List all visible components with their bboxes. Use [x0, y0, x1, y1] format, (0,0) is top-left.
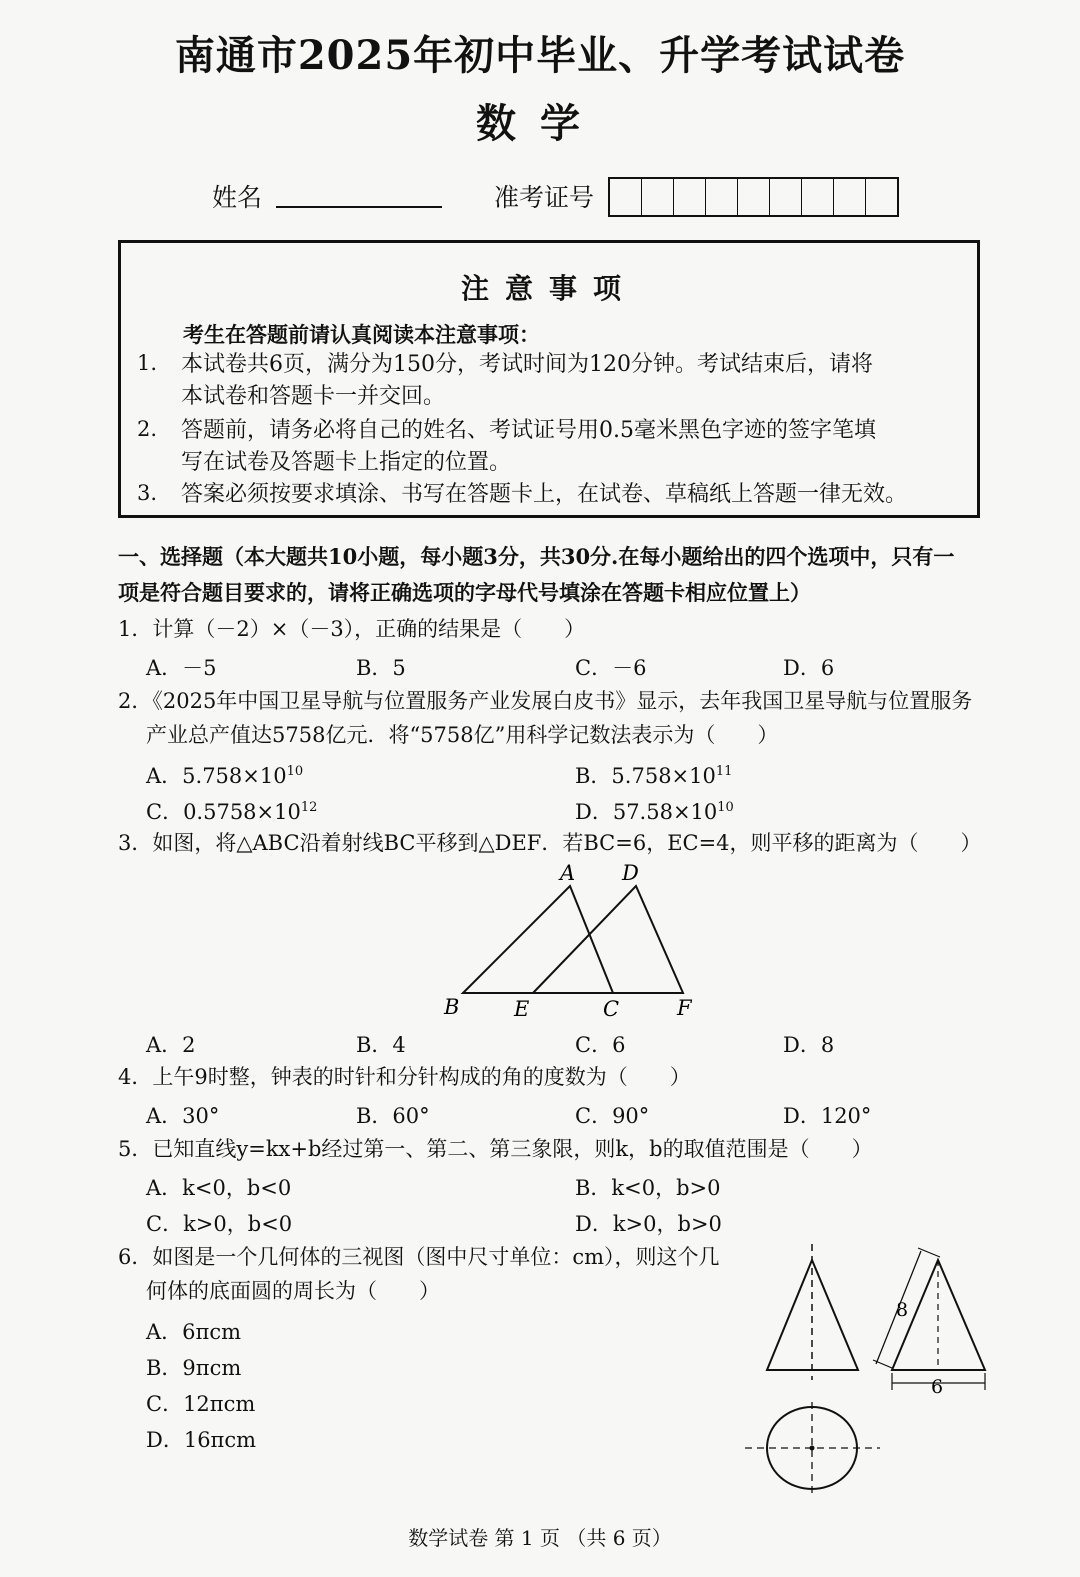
option-exponent: 10 — [286, 764, 304, 779]
question-3-stem: 3．如图，将△ABC沿着射线BC平移到△DEF．若BC=6，EC=4，则平移的距离为（ ） — [118, 831, 982, 855]
subject-title: 数学 — [476, 100, 604, 147]
option-c[interactable]: C．90° — [575, 1104, 650, 1128]
notice-item-text: 写在试卷及答题卡上指定的位置。 — [181, 450, 512, 475]
option-text: C．0.5758×10 — [146, 800, 301, 824]
option-a[interactable]: A．2 — [146, 1033, 196, 1057]
notice-item-text: 答题前，请务必将自己的姓名、考试证号用0.5毫米黑色字迹的签字笔填 — [181, 418, 876, 443]
option-a[interactable]: A．k<0，b<0 — [146, 1176, 292, 1200]
question-5-stem: 5．已知直线y=kx+b经过第一、第二、第三象限，则k，b的取值范围是（ ） — [118, 1137, 873, 1161]
option-d[interactable]: D．8 — [783, 1033, 835, 1057]
option-exponent: 10 — [717, 800, 734, 815]
label-f: F — [677, 996, 692, 1020]
exam-id-box[interactable] — [770, 179, 802, 215]
slant-length-label: 8 — [896, 1299, 909, 1321]
exam-id-box[interactable] — [706, 179, 738, 215]
option-b[interactable]: B．5 — [356, 656, 406, 680]
triangle-def — [533, 886, 683, 993]
notice-item-number: 1. — [137, 351, 158, 375]
label-e: E — [514, 997, 530, 1021]
option-a[interactable]: A．30° — [146, 1104, 220, 1128]
triangle-abc — [463, 886, 613, 993]
exam-id-box[interactable] — [674, 179, 706, 215]
option-d[interactable]: D．6 — [783, 656, 835, 680]
option-d[interactable]: D．120° — [783, 1104, 872, 1128]
option-d[interactable]: D．16πcm — [146, 1428, 257, 1452]
notice-title: 注意事项 — [460, 272, 637, 305]
exam-id-box[interactable] — [802, 179, 834, 215]
option-b[interactable]: B．k<0，b>0 — [575, 1176, 721, 1200]
option-c[interactable] — [146, 796, 317, 826]
label-a: A — [560, 861, 576, 885]
option-exponent: 11 — [715, 764, 733, 779]
option-c[interactable]: C．－6 — [575, 656, 647, 680]
option-text: D．57.58×10 — [575, 800, 718, 824]
section-heading: 一、选择题（本大题共10小题，每小题3分，共30分.在每小题给出的四个选项中，只有一 — [118, 544, 955, 569]
notice-item-number: 2. — [137, 417, 158, 441]
name-label: 姓名 — [212, 183, 263, 212]
notice-item-text: 答案必须按要求填涂、书写在答题卡上，在试卷、草稿纸上答题一律无效。 — [181, 482, 908, 507]
option-d[interactable] — [575, 796, 734, 826]
option-c[interactable]: C．k>0，b<0 — [146, 1212, 293, 1236]
exam-title: 南通市2025年初中毕业、升学考试试卷 — [174, 32, 906, 79]
triangle-translation-figure — [430, 858, 710, 1028]
label-c: C — [603, 997, 620, 1021]
option-b[interactable]: B．4 — [356, 1033, 406, 1057]
exam-id-box[interactable] — [642, 179, 674, 215]
question-1-stem: 1．计算（－2）×（－3），正确的结果是（ ） — [118, 617, 586, 641]
base-length-label: 6 — [931, 1376, 944, 1398]
label-d: D — [622, 861, 639, 885]
exam-id-box[interactable] — [738, 179, 770, 215]
question-6-stem: 何体的底面圆的周长为（ ） — [146, 1279, 440, 1303]
name-field[interactable] — [276, 206, 442, 208]
option-a[interactable] — [146, 760, 303, 790]
exam-id-box[interactable] — [866, 179, 897, 215]
option-b[interactable]: B．60° — [356, 1104, 430, 1128]
option-c[interactable]: C．6 — [575, 1033, 626, 1057]
top-view-center — [810, 1446, 815, 1451]
exam-id-box[interactable] — [834, 179, 866, 215]
option-b[interactable]: B．9πcm — [146, 1356, 242, 1380]
dimension-tick — [918, 1248, 940, 1257]
notice-item-text: 本试卷共6页，满分为150分，考试时间为120分钟。考试结束后，请将 — [181, 352, 873, 377]
page-footer: 数学试卷 第 1 页 （共 6 页） — [408, 1526, 672, 1550]
section-heading: 项是符合题目要求的，请将正确选项的字母代号填涂在答题卡相应位置上） — [118, 580, 811, 605]
notice-intro: 考生在答题前请认真阅读本注意事项： — [183, 322, 540, 347]
option-d[interactable]: D．k>0，b>0 — [575, 1212, 722, 1236]
option-exponent: 12 — [300, 800, 318, 815]
exam-id-box[interactable] — [610, 179, 642, 215]
dimension-tick — [873, 1360, 892, 1368]
three-view-figure — [740, 1240, 1000, 1500]
exam-id-label: 准考证号 — [494, 183, 595, 212]
notice-item-number: 3. — [137, 481, 158, 505]
question-4-stem: 4．上午9时整，钟表的时针和分针构成的角的度数为（ ） — [118, 1065, 691, 1089]
notice-item-text: 本试卷和答题卡一并交回。 — [181, 384, 446, 409]
option-text: A．5.758×10 — [146, 764, 287, 788]
exam-id-boxes[interactable] — [608, 177, 899, 217]
option-a[interactable]: A．6πcm — [146, 1320, 242, 1344]
question-2-stem: 产业总产值达5758亿元．将“5758亿”用科学记数法表示为（ ） — [146, 723, 779, 747]
option-b[interactable] — [575, 760, 732, 790]
question-2-stem: 2．《2025年中国卫星导航与位置服务产业发展白皮书》显示，去年我国卫星导航与位置服务 — [118, 689, 973, 713]
question-6-stem: 6．如图是一个几何体的三视图（图中尺寸单位：cm），则这个几 — [118, 1245, 720, 1269]
option-a[interactable]: A．－5 — [146, 656, 217, 680]
label-b: B — [444, 995, 460, 1019]
notice-box — [118, 240, 980, 518]
option-c[interactable]: C．12πcm — [146, 1392, 256, 1416]
option-text: B．5.758×10 — [575, 764, 716, 788]
